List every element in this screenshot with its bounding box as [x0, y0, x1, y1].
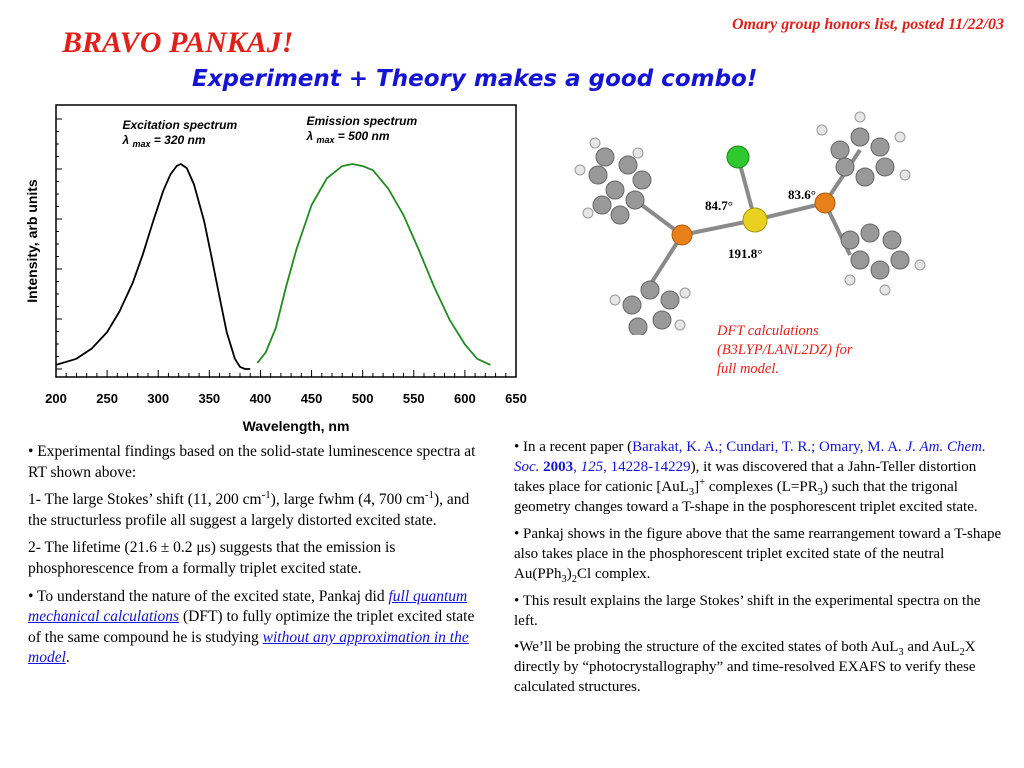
- y-axis-label: Intensity, arb units: [24, 179, 40, 303]
- left-paragraph-2: 1- The large Stokes’ shift (11, 200 $cm^{-1}$), large fwhm (4, 700 $cm^{-1}$), and the structurless profile all suggest a largely distorted excited state.: [28, 489, 470, 529]
- left-paragraph-3: 2- The lifetime (21.6 ± 0.2 μs) suggests that the emission is phosphorescence from a formally triplet excited state.: [28, 539, 396, 578]
- right-column: [514, 438, 1006, 705]
- left-column: [28, 442, 490, 676]
- citation: Barakat, K. A.; Cundari, T. R.; Omary, M. A. J. Am. Chem. Soc. 2003, 125, 14228-14229: [514, 439, 986, 475]
- gold-atom: [743, 208, 767, 232]
- dft-note: [717, 322, 907, 379]
- x-tick-label: 350: [198, 391, 221, 406]
- left-paragraph-4: • To understand the nature of the excited state, Pankaj did full quantum mechanical calculations (DFT) to fully optimize the triplet excited state of the same compound he is studying without any approximation in the model.: [28, 587, 475, 667]
- annotation-title: Emission spectrum: [306, 114, 418, 129]
- page-subtitle: Experiment + Theory makes a good combo!: [192, 66, 758, 92]
- series-line-excitation: [56, 164, 250, 369]
- link-full-quantum-calculations[interactable]: full quantum mechanical calculations: [28, 587, 468, 626]
- annotation-value: λ $_{max}$ = 500 nm: [306, 129, 390, 146]
- molecule-figure: [560, 95, 940, 335]
- x-tick-label: 250: [96, 391, 118, 406]
- x-tick-label: 500: [351, 391, 374, 406]
- x-tick-label: 450: [300, 391, 323, 406]
- dft-note-line: (B3LYP/LANL2DZ) for: [717, 341, 853, 358]
- left-paragraph-1: • Experimental findings based on the solid-state luminescence spectra at RT shown above:: [28, 443, 476, 481]
- x-tick-label: 200: [45, 391, 67, 406]
- spectra-chart: [20, 95, 540, 440]
- annotation-title: Excitation spectrum: [122, 118, 238, 133]
- right-paragraph-3: • This result explains the large Stokes’ shift in the experimental spectra on the left.: [514, 592, 981, 629]
- x-tick-label: 400: [249, 391, 272, 406]
- x-tick-label: 300: [147, 391, 170, 406]
- dft-note-line: DFT calculations: [717, 323, 819, 339]
- dft-note-line: full model.: [717, 360, 780, 377]
- right-paragraph-2: • Pankaj shows in the figure above that the same rearrangement toward a T-shape also takes place in the phosphorescent triplet excited state of the neutral $Au(PPh_3)_2Cl$ complex.: [514, 525, 1002, 585]
- x-tick-label: 650: [505, 391, 527, 406]
- x-axis-label: Wavelength, nm: [242, 418, 350, 434]
- chlorine-atom: [727, 146, 749, 168]
- x-tick-label: 550: [402, 391, 425, 406]
- angle-label-left: 84.7°: [705, 198, 733, 213]
- angle-label-right: 83.6°: [788, 187, 816, 202]
- annotation-value: λ $_{max}$ = 320 nm: [122, 133, 206, 150]
- phosphorus-atom-left: [672, 225, 692, 245]
- angle-label-bottom: 191.8°: [728, 246, 763, 261]
- posted-note: Omary group honors list, posted 11/22/03: [731, 16, 1004, 33]
- right-paragraph-4: •We’ll be probing the structure of the excited states of both AuL$_3$ and AuL$_2$X directly by “photocrystallography” and time-resolved EXAFS to verify these calculated structures.: [514, 639, 976, 696]
- series-line-emission: [257, 164, 490, 365]
- right-paragraph-1: • In a recent paper (Barakat, K. A.; Cundari, T. R.; Omary, M. A. J. Am. Chem. Soc. 2003, 125, 14228-14229), it was discovered that a Jahn-Teller distortion takes place for cationic [AuL$_3$]+ complexes $(L=PR_3)$ such that the trigonal geometry changes toward a T-shape in the posphorescent triplet excited state.: [514, 439, 986, 515]
- x-tick-label: 600: [454, 391, 476, 406]
- link-without-approximation[interactable]: without any approximation in the model: [28, 628, 469, 667]
- phenyl-ring-lower-left: [623, 281, 679, 335]
- phosphorus-atom-right: [815, 193, 835, 213]
- bravo-heading: BRAVO PANKAJ!: [62, 26, 294, 59]
- phenyl-ring-upper-left: [589, 148, 651, 224]
- phenyl-ring-lower-right: [841, 224, 909, 279]
